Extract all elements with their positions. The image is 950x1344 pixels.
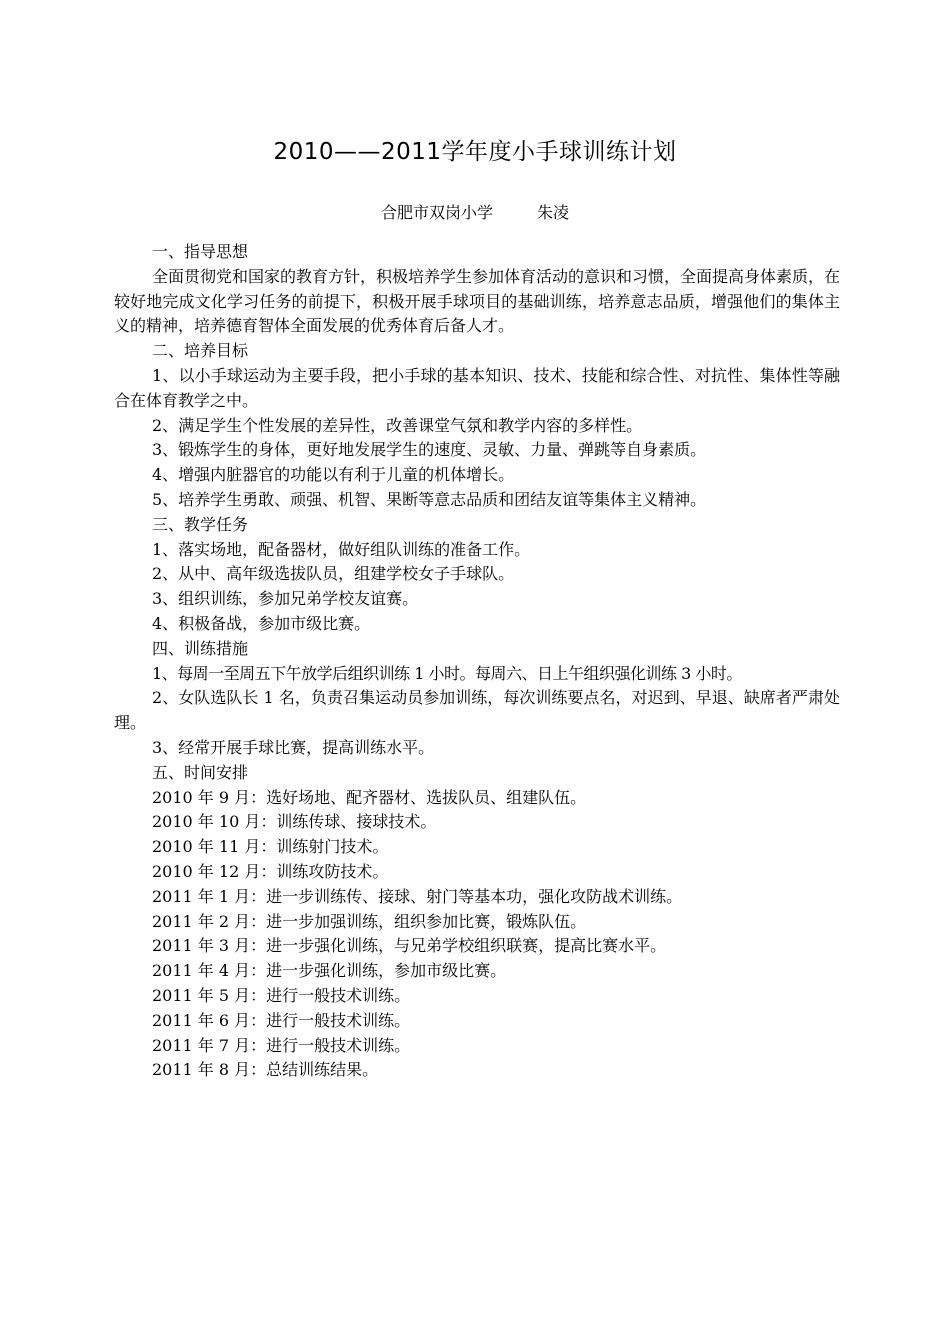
document-body: [114, 240, 840, 1083]
section-heading: 一、指导思想: [152, 242, 249, 261]
author-name: 朱凌: [537, 203, 570, 222]
schedule-item: 2011 年 6 月：进行一般技术训练。: [152, 1010, 411, 1030]
section-heading: 三、教学任务: [152, 514, 249, 534]
schedule-item: 2011 年 2 月：进一步加强训练，组织参加比赛，锻炼队伍。: [152, 911, 587, 931]
schedule-item: 2011 年 3 月：进一步强化训练，与兄弟学校组织联赛，提高比赛水平。: [152, 936, 667, 956]
schedule-item: 2011 年 8 月：总结训练结果。: [152, 1060, 379, 1080]
document-title: 2010——2011学年度小手球训练计划: [273, 139, 677, 165]
list-item: 2、从中、高年级选拔队员，组建学校女子手球队。: [152, 564, 515, 584]
byline: [0, 200, 950, 223]
section-heading: 五、时间安排: [152, 762, 249, 782]
schedule-item: 2010 年 10 月：训练传球、接球技术。: [152, 812, 437, 832]
schedule-item: 2010 年 9 月：选好场地、配齐器材、选拔队员、组建队伍。: [152, 787, 587, 807]
list-item: 4、积极备战，参加市级比赛。: [152, 613, 371, 633]
paragraph: 全面贯彻党和国家的教育方针，积极培养学生参加体育活动的意识和习惯，全面提高身体素质，在较好地完成文化学习任务的前提下，积极开展手球项目的基础训练，培养意志品质，增强他们的集体主义的精神，培养德育智体全面发展的优秀体育后备人才。: [114, 266, 841, 336]
section-heading: 二、培养目标: [152, 341, 249, 361]
list-item: 2、女队选队长 1 名，负责召集运动员参加训练，每次训练要点名，对迟到、早退、缺席者严肃处理。: [114, 688, 840, 733]
list-item: 3、锻炼学生的身体，更好地发展学生的速度、灵敏、力量、弹跳等自身素质。: [152, 440, 707, 460]
schedule-item: 2011 年 5 月：进行一般技术训练。: [152, 985, 411, 1005]
schedule-item: 2011 年 7 月：进行一般技术训练。: [152, 1035, 411, 1055]
schedule-item: 2010 年 11 月：训练射门技术。: [152, 837, 389, 857]
schedule-item: 2011 年 1 月：进一步训练传、接球、射门等基本功，强化攻防战术训练。: [152, 886, 683, 906]
schedule-item: 2011 年 4 月：进一步强化训练，参加市级比赛。: [152, 961, 507, 981]
list-item: 4、增强内脏器官的功能以有利于儿童的机体增长。: [152, 465, 515, 485]
list-item: 3、经常开展手球比赛，提高训练水平。: [152, 737, 435, 757]
section-heading: 四、训练措施: [152, 638, 249, 658]
list-item: 3、组织训练，参加兄弟学校友谊赛。: [152, 589, 419, 609]
list-item: 1、每周一至周五下午放学后组织训练 1 小时。每周六、日上午组织强化训练 3 小时。: [152, 663, 742, 683]
list-item: 2、满足学生个性发展的差异性，改善课堂气氛和教学内容的多样性。: [152, 415, 643, 435]
list-item: 1、落实场地，配备器材，做好组队训练的准备工作。: [152, 539, 531, 559]
school-name: 合肥市双岗小学: [380, 203, 493, 222]
list-item: 5、培养学生勇敢、顽强、机智、果断等意志品质和团结友谊等集体主义精神。: [152, 489, 707, 509]
schedule-item: 2010 年 12 月：训练攻防技术。: [152, 861, 389, 881]
list-item: 1、以小手球运动为主要手段，把小手球的基本知识、技术、技能和综合性、对抗性、集体性等融合在体育教学之中。: [114, 365, 840, 410]
